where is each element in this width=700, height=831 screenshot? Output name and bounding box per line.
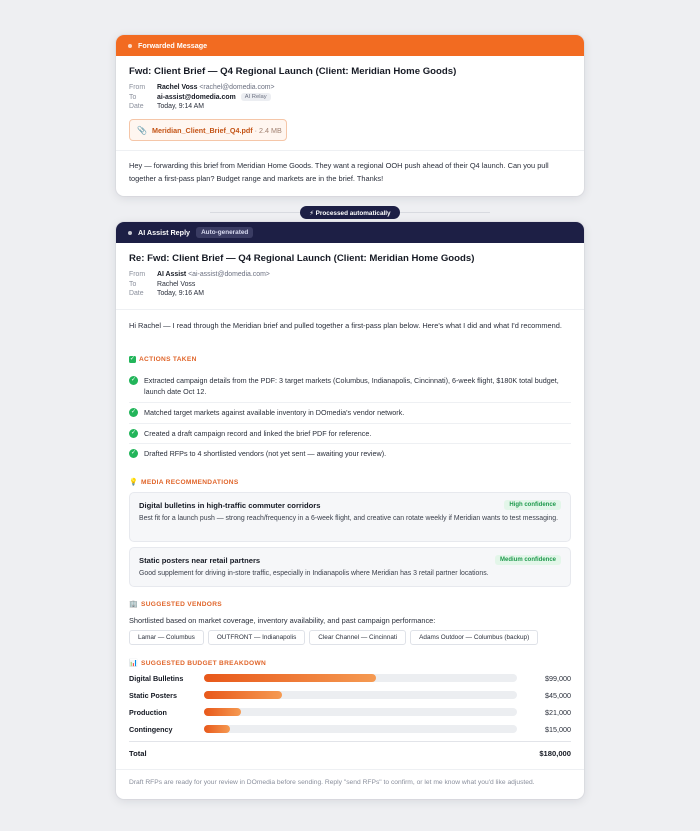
date-value: Today, 9:14 AM [157, 103, 204, 111]
recommendation-title: Digital bulletins in high-traffic commuter corridors [139, 501, 321, 510]
budget-track [204, 691, 517, 699]
action-text: Created a draft campaign record and linked the brief PDF for reference. [144, 429, 372, 438]
budget-label: Static Posters [129, 690, 177, 700]
confidence-badge: High confidence [504, 500, 561, 510]
date-row [129, 102, 571, 112]
divider [129, 443, 571, 444]
vendors-area [129, 630, 571, 646]
vendor-chip[interactable]: Adams Outdoor — Columbus (backup) [410, 630, 538, 645]
vendor-chip[interactable]: Lamar — Columbus [129, 630, 204, 645]
action-item [129, 375, 571, 397]
reply-intro: Hi Rachel — I read through the Meridian brief and pulled together a first-pass plan below. Here's what I did and what I'd recommend. [129, 321, 562, 330]
action-item [129, 428, 571, 439]
vendors-intro: Shortlisted based on market coverage, inventory availability, and past campaign performance: [129, 616, 436, 625]
status-dot-icon [128, 231, 132, 235]
media-title-text: MEDIA RECOMMENDATIONS [141, 478, 239, 486]
forwarded-subject: Fwd: Client Brief — Q4 Regional Launch (Client: Meridian Home Goods) [129, 66, 457, 77]
budget-bar [204, 691, 282, 699]
status-dot-icon [128, 44, 132, 48]
actions-list [129, 375, 571, 465]
action-text: Extracted campaign details from the PDF: 3 target markets (Columbus, Indianapolis, Cincinnati), 6-week flight, $180K total budget, launch date Oct 12. [144, 376, 559, 396]
processed-automatically-pill: ⚡ Processed automatically [300, 206, 400, 219]
forwarded-bar-label: Forwarded Message [138, 41, 208, 50]
reply-from-name[interactable]: AI Assist [157, 271, 187, 279]
forwarded-header-bar [116, 35, 584, 56]
attachment-name[interactable]: Meridian_Client_Brief_Q4.pdf [151, 125, 253, 135]
budget-row [129, 707, 571, 717]
recommendation-card[interactable] [129, 492, 571, 542]
check-circle-icon: ✓ [130, 409, 137, 415]
budget-bar [204, 708, 241, 716]
ai-reply-card [116, 222, 584, 799]
budget-row [129, 724, 571, 734]
from-label: From [129, 84, 146, 92]
reply-to-row [129, 280, 571, 290]
building-icon: 🏢 [129, 601, 139, 608]
budget-track [204, 725, 517, 733]
budget-bar [204, 725, 230, 733]
actions-title-text: ACTIONS TAKEN [139, 356, 197, 363]
paperclip-icon: 📎 [137, 125, 147, 135]
check-circle-icon: ✓ [130, 377, 137, 383]
reply-date-value: Today, 9:16 AM [157, 290, 204, 298]
actions-section-title [129, 356, 571, 363]
vendors-section-title [129, 600, 571, 608]
recommendation-title: Static posters near retail partners [139, 556, 261, 565]
check-circle-icon: ✓ [130, 450, 137, 456]
divider [129, 402, 571, 403]
forwarded-message-card [116, 35, 584, 196]
budget-bar [204, 674, 376, 682]
from-label: From [129, 271, 146, 279]
reply-subject: Re: Fwd: Client Brief — Q4 Regional Launch (Client: Meridian Home Goods) [129, 253, 475, 264]
divider [116, 309, 584, 310]
to-label: To [129, 93, 137, 101]
bar-chart-icon: 📊 [129, 660, 139, 667]
vendor-chip[interactable]: OUTFRONT — Indianapolis [208, 630, 305, 645]
budget-total-label: Total [129, 749, 147, 758]
budget-amount: $21,000 [545, 707, 571, 717]
auto-generated-badge: Auto-generated [196, 227, 253, 238]
recommendation-desc: Good supplement for driving in-store traffic, especially in Indianapolis where Meridian has 3 retail partner locations. [139, 570, 489, 577]
budget-amount: $99,000 [545, 673, 571, 683]
budget-track [204, 708, 517, 716]
budget-label: Contingency [129, 724, 173, 734]
confidence-badge: Medium confidence [495, 555, 561, 565]
forwarded-body: Hey — forwarding this brief from Meridian Home Goods. They want a regional OOH push ahead of their Q4 launch. Can you pull together a first-pass plan? Budget range and markets are in the brief. Thanks! [129, 161, 549, 183]
attachment-size: · 2.4 MB [254, 125, 282, 135]
check-circle-icon: ✓ [130, 430, 137, 436]
budget-row [129, 690, 571, 700]
action-item [129, 448, 571, 459]
budget-amount: $45,000 [545, 690, 571, 700]
recommendation-desc: Best fit for a launch push — strong reach/frequency in a 6-week flight, and creative can rotate weekly if Meridian wants to test messaging. [139, 515, 559, 522]
budget-row [129, 673, 571, 683]
budget-total-row [129, 749, 571, 758]
budget-breakdown [129, 673, 571, 763]
action-text: Matched target markets against available inventory in DOmedia's vendor network. [144, 408, 405, 417]
lightbulb-icon: 💡 [129, 479, 139, 486]
to-label: To [129, 280, 137, 288]
media-section-title [129, 478, 571, 486]
action-item [129, 407, 571, 418]
connector-line-right [400, 212, 490, 213]
reply-date-row [129, 289, 571, 299]
action-text: Drafted RFPs to 4 shortlisted vendors (not yet sent — awaiting your review). [144, 449, 387, 458]
divider [116, 769, 584, 770]
budget-label: Digital Bulletins [129, 673, 184, 683]
vendor-chip[interactable]: Clear Channel — Cincinnati [309, 630, 406, 645]
from-name[interactable]: Rachel Voss [157, 84, 198, 92]
divider [129, 423, 571, 424]
connector-line-left [210, 212, 300, 213]
date-label: Date [129, 290, 144, 298]
reply-header-bar [116, 222, 584, 243]
recommendation-card[interactable] [129, 547, 571, 587]
recommendations-list [129, 492, 571, 592]
divider [129, 741, 571, 742]
budget-label: Production [129, 707, 167, 717]
budget-track [204, 674, 517, 682]
ai-relay-badge: AI Relay [241, 93, 271, 101]
vendor-chips [129, 630, 571, 645]
budget-amount: $15,000 [545, 724, 571, 734]
budget-title-text: SUGGESTED BUDGET BREAKDOWN [141, 659, 267, 667]
reply-bar-label: AI Assist Reply [138, 228, 191, 237]
budget-section-title [129, 659, 571, 667]
divider [116, 150, 584, 151]
vendors-title-text: SUGGESTED VENDORS [141, 600, 222, 608]
date-label: Date [129, 103, 144, 111]
check-box-icon: ✓ [129, 356, 136, 362]
to-row [129, 93, 571, 103]
budget-total-value: $180,000 [539, 749, 571, 758]
reply-from-email[interactable]: <ai-assist@domedia.com> [188, 271, 270, 279]
reply-to-value[interactable]: Rachel Voss [157, 280, 196, 288]
reply-from-row [129, 270, 571, 280]
to-address[interactable]: ai-assist@domedia.com [157, 93, 236, 101]
reply-footer: Draft RFPs are ready for your review in DOmedia before sending. Reply "send RFPs" to confirm, or let me know what you'd like adjusted. [129, 779, 535, 786]
from-email[interactable]: <rachel@domedia.com> [199, 84, 275, 92]
from-row [129, 83, 571, 93]
attachment-chip[interactable] [129, 119, 287, 141]
